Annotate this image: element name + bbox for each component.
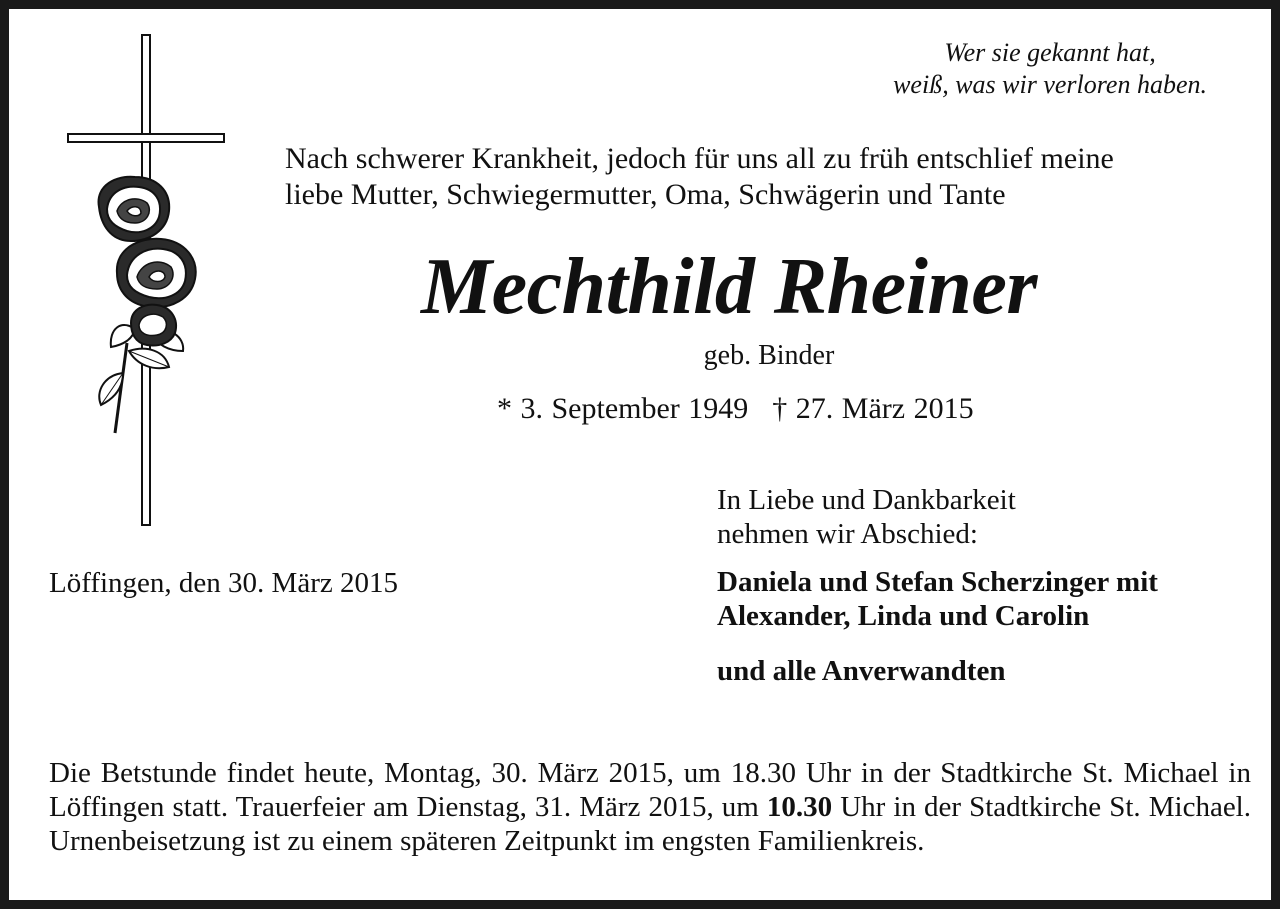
service-time-bold: 10.30 (766, 791, 833, 823)
intro-line-1: Nach schwerer Krankheit, jedoch für uns all zu früh entschlief meine (285, 142, 1114, 175)
farewell-line-1: In Liebe und Dankbarkeit (717, 484, 1016, 516)
cross-with-roses-icon (65, 33, 229, 529)
service-paragraph (49, 756, 1251, 858)
memorial-quote (893, 37, 1207, 101)
quote-line-2: weiß, was wir verloren haben. (893, 70, 1207, 99)
maiden-name: geb. Binder (703, 340, 835, 371)
intro-text (285, 141, 1114, 213)
quote-line-1: Wer sie gekannt hat, (944, 38, 1156, 67)
service-text-part-1: Die Betstunde findet heute, Montag, 30. März 2015, um 18.30 Uhr in der Stadtkirche St. Michael in Löffingen statt. Trauerfeier am Dienstag, 31. März 2015, um (49, 757, 1251, 823)
service-text-part-2: Uhr in der Stadtkirche St. Michael. Urnenbeisetzung ist zu einem späteren Zeitpunkt im engsten Familienkreis. (49, 791, 1251, 857)
service-information (49, 756, 1251, 858)
relatives-line: und alle Anverwandten (717, 655, 1006, 687)
mourners-line-1: Daniela und Stefan Scherzinger mit (717, 566, 1158, 598)
mourners-line-2: Alexander, Linda und Carolin (717, 600, 1090, 632)
birth-date: * 3. September 1949 (497, 392, 749, 425)
farewell-line-2: nehmen wir Abschied: (717, 518, 978, 550)
farewell-text (717, 483, 1016, 551)
place-and-date: Löffingen, den 30. März 2015 (49, 567, 398, 599)
deceased-name: Mechthild Rheiner (421, 243, 1038, 331)
death-date: † 27. März 2015 (772, 392, 974, 425)
mourners-list (717, 565, 1158, 633)
intro-line-2: liebe Mutter, Schwiegermutter, Oma, Schwägerin und Tante (285, 178, 1006, 211)
life-dates (497, 391, 974, 427)
